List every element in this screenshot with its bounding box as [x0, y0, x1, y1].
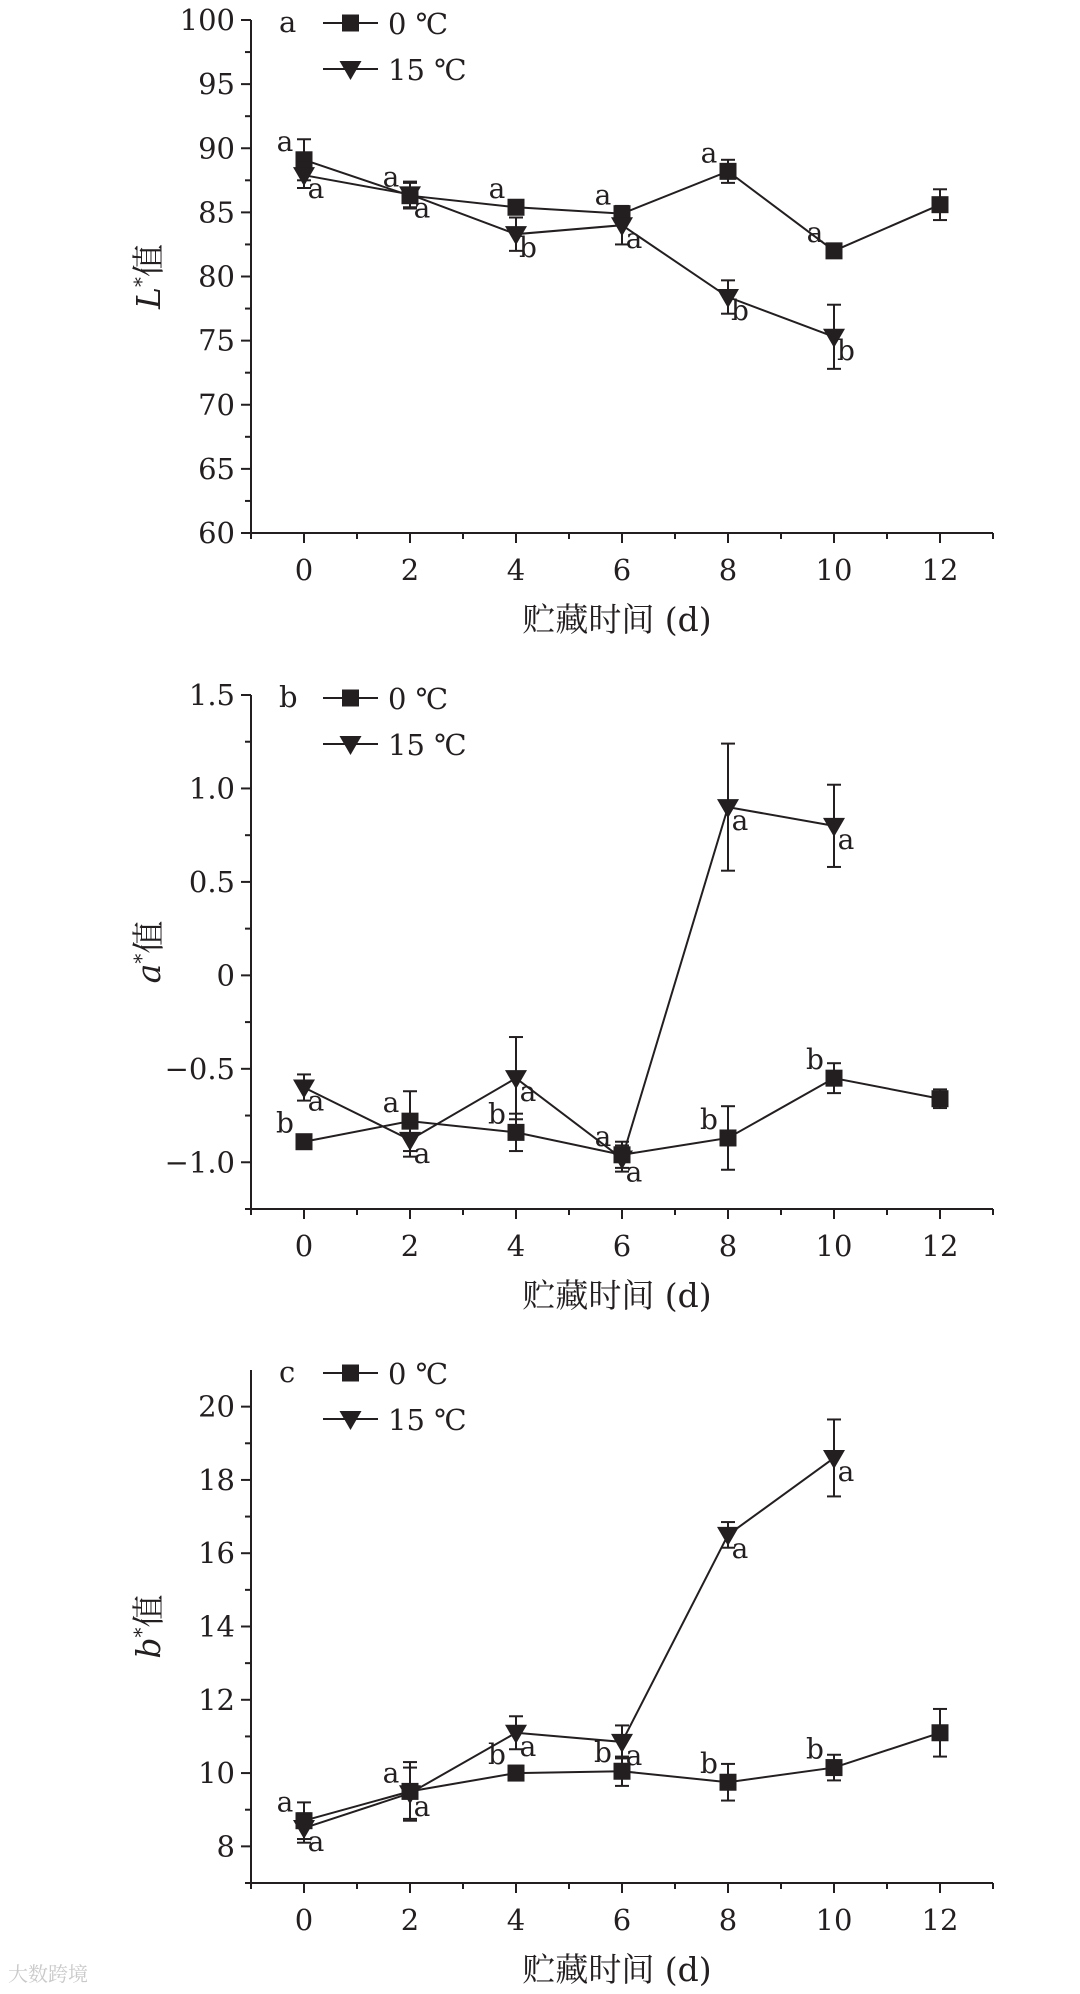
- legend-label: 15 ℃: [388, 728, 467, 762]
- significance-label: b: [731, 294, 749, 328]
- significance-label: a: [276, 1785, 294, 1819]
- x-tick-label: 8: [718, 553, 738, 587]
- legend-marker: [342, 690, 359, 707]
- chart-panel-b: [129, 678, 993, 1315]
- x-tick-label: 12: [921, 553, 959, 587]
- series-0c: [277, 1709, 949, 1839]
- y-tick-label: 1.5: [188, 678, 235, 712]
- data-point: [508, 1124, 525, 1141]
- significance-label: b: [806, 1732, 824, 1766]
- y-tick-label: 18: [198, 1462, 235, 1497]
- x-tick-label: 0: [294, 553, 314, 587]
- y-tick-label: 16: [198, 1536, 235, 1571]
- legend-marker: [342, 15, 359, 32]
- y-tick-label: 95: [198, 67, 235, 102]
- y-tick-label: 90: [198, 131, 235, 166]
- legend-label: 15 ℃: [388, 1403, 467, 1437]
- y-tick-label: 10: [198, 1756, 235, 1791]
- x-tick-label: 10: [815, 553, 853, 587]
- panel-label: a: [279, 5, 297, 39]
- x-tick-label: 10: [815, 1903, 853, 1937]
- series-15c: [293, 1419, 854, 1858]
- legend-marker: [342, 1365, 359, 1382]
- x-tick-label: 6: [612, 1229, 632, 1263]
- significance-label: a: [806, 215, 824, 249]
- y-axis-title: b*值: [129, 1594, 168, 1659]
- watermark: 大数跨境: [8, 1962, 88, 1986]
- x-tick-label: 2: [400, 1903, 420, 1937]
- data-point: [296, 1133, 313, 1150]
- significance-label: a: [625, 1738, 643, 1772]
- significance-label: a: [519, 1729, 537, 1763]
- series-15c: [293, 162, 855, 368]
- panel-label: b: [279, 680, 298, 714]
- significance-label: a: [837, 1454, 855, 1488]
- data-point: [508, 1765, 525, 1782]
- significance-label: a: [382, 160, 400, 194]
- legend-marker: [340, 1411, 362, 1430]
- y-axis-title: L*值: [129, 244, 168, 309]
- y-tick-label: 75: [198, 323, 235, 358]
- legend-label: 0 ℃: [388, 1357, 449, 1391]
- data-point: [508, 199, 525, 216]
- significance-label: a: [382, 1086, 400, 1120]
- significance-label: b: [488, 1097, 506, 1131]
- series-line: [304, 175, 834, 337]
- data-point: [932, 1724, 949, 1741]
- legend-marker: [340, 736, 362, 755]
- significance-label: a: [731, 804, 749, 838]
- x-tick-label: 8: [718, 1903, 738, 1937]
- significance-label: a: [413, 1136, 431, 1170]
- significance-label: a: [276, 124, 294, 158]
- y-tick-label: 65: [198, 451, 235, 486]
- y-tick-label: 100: [179, 3, 235, 37]
- significance-label: a: [413, 191, 431, 225]
- x-tick-label: 0: [294, 1903, 314, 1937]
- significance-label: a: [594, 1119, 612, 1153]
- legend-label: 0 ℃: [388, 682, 449, 716]
- series-0c: [277, 125, 949, 260]
- x-axis-title: 贮藏时间 (d): [522, 1276, 712, 1315]
- data-point: [932, 1090, 949, 1107]
- data-point: [826, 1070, 843, 1087]
- x-tick-label: 4: [506, 553, 526, 587]
- x-tick-label: 10: [815, 1229, 853, 1263]
- significance-label: b: [594, 1736, 612, 1770]
- x-axis-title: 贮藏时间 (d): [522, 1950, 712, 1989]
- significance-label: a: [307, 172, 325, 206]
- significance-label: b: [700, 1102, 718, 1136]
- x-tick-label: 6: [612, 553, 632, 587]
- x-tick-label: 4: [506, 1229, 526, 1263]
- y-tick-label: 60: [198, 516, 235, 550]
- y-tick-label: −1.0: [164, 1145, 235, 1180]
- significance-label: b: [806, 1043, 824, 1077]
- chart-panel-c: [129, 1355, 993, 1989]
- data-point: [826, 1759, 843, 1776]
- y-tick-label: 14: [198, 1609, 235, 1644]
- significance-label: b: [700, 1747, 718, 1781]
- y-axis-title: a*值: [129, 920, 168, 984]
- data-point: [826, 242, 843, 259]
- significance-label: a: [700, 136, 718, 170]
- chart-panel-a: [129, 3, 993, 639]
- x-tick-label: 8: [718, 1229, 738, 1263]
- significance-label: a: [625, 222, 643, 256]
- x-tick-label: 2: [400, 1229, 420, 1263]
- x-tick-label: 4: [506, 1903, 526, 1937]
- y-tick-label: −0.5: [164, 1051, 235, 1086]
- significance-label: a: [488, 172, 506, 206]
- y-tick-label: 12: [198, 1682, 235, 1717]
- significance-label: a: [307, 1825, 325, 1859]
- x-tick-label: 0: [294, 1229, 314, 1263]
- legend-marker: [340, 61, 362, 80]
- y-tick-label: 20: [198, 1389, 235, 1424]
- data-point: [720, 1774, 737, 1791]
- series-15c: [293, 744, 854, 1189]
- significance-label: a: [382, 1756, 400, 1790]
- y-tick-label: 8: [216, 1829, 235, 1864]
- data-point: [932, 196, 949, 213]
- significance-label: b: [519, 231, 537, 265]
- y-tick-label: 80: [198, 259, 235, 294]
- panel-label: c: [279, 1355, 296, 1389]
- significance-label: a: [413, 1790, 431, 1824]
- y-tick-label: 85: [198, 195, 235, 230]
- significance-label: b: [837, 333, 855, 367]
- significance-label: a: [837, 822, 855, 856]
- x-tick-label: 2: [400, 553, 420, 587]
- legend-label: 15 ℃: [388, 53, 467, 87]
- significance-label: b: [488, 1738, 506, 1772]
- data-point: [720, 1129, 737, 1146]
- significance-label: b: [276, 1106, 294, 1140]
- significance-label: a: [519, 1075, 537, 1109]
- significance-label: a: [731, 1531, 749, 1565]
- significance-label: a: [594, 178, 612, 212]
- x-tick-label: 12: [921, 1903, 959, 1937]
- significance-label: a: [307, 1084, 325, 1118]
- x-axis-title: 贮藏时间 (d): [522, 600, 712, 639]
- y-tick-label: 70: [198, 387, 235, 422]
- y-tick-label: 0.5: [188, 864, 235, 899]
- data-point: [720, 163, 737, 180]
- y-tick-label: 0: [216, 958, 235, 993]
- y-tick-label: 1.0: [188, 771, 235, 806]
- x-tick-label: 6: [612, 1903, 632, 1937]
- x-tick-label: 12: [921, 1229, 959, 1263]
- legend-label: 0 ℃: [388, 7, 449, 41]
- significance-label: a: [625, 1155, 643, 1189]
